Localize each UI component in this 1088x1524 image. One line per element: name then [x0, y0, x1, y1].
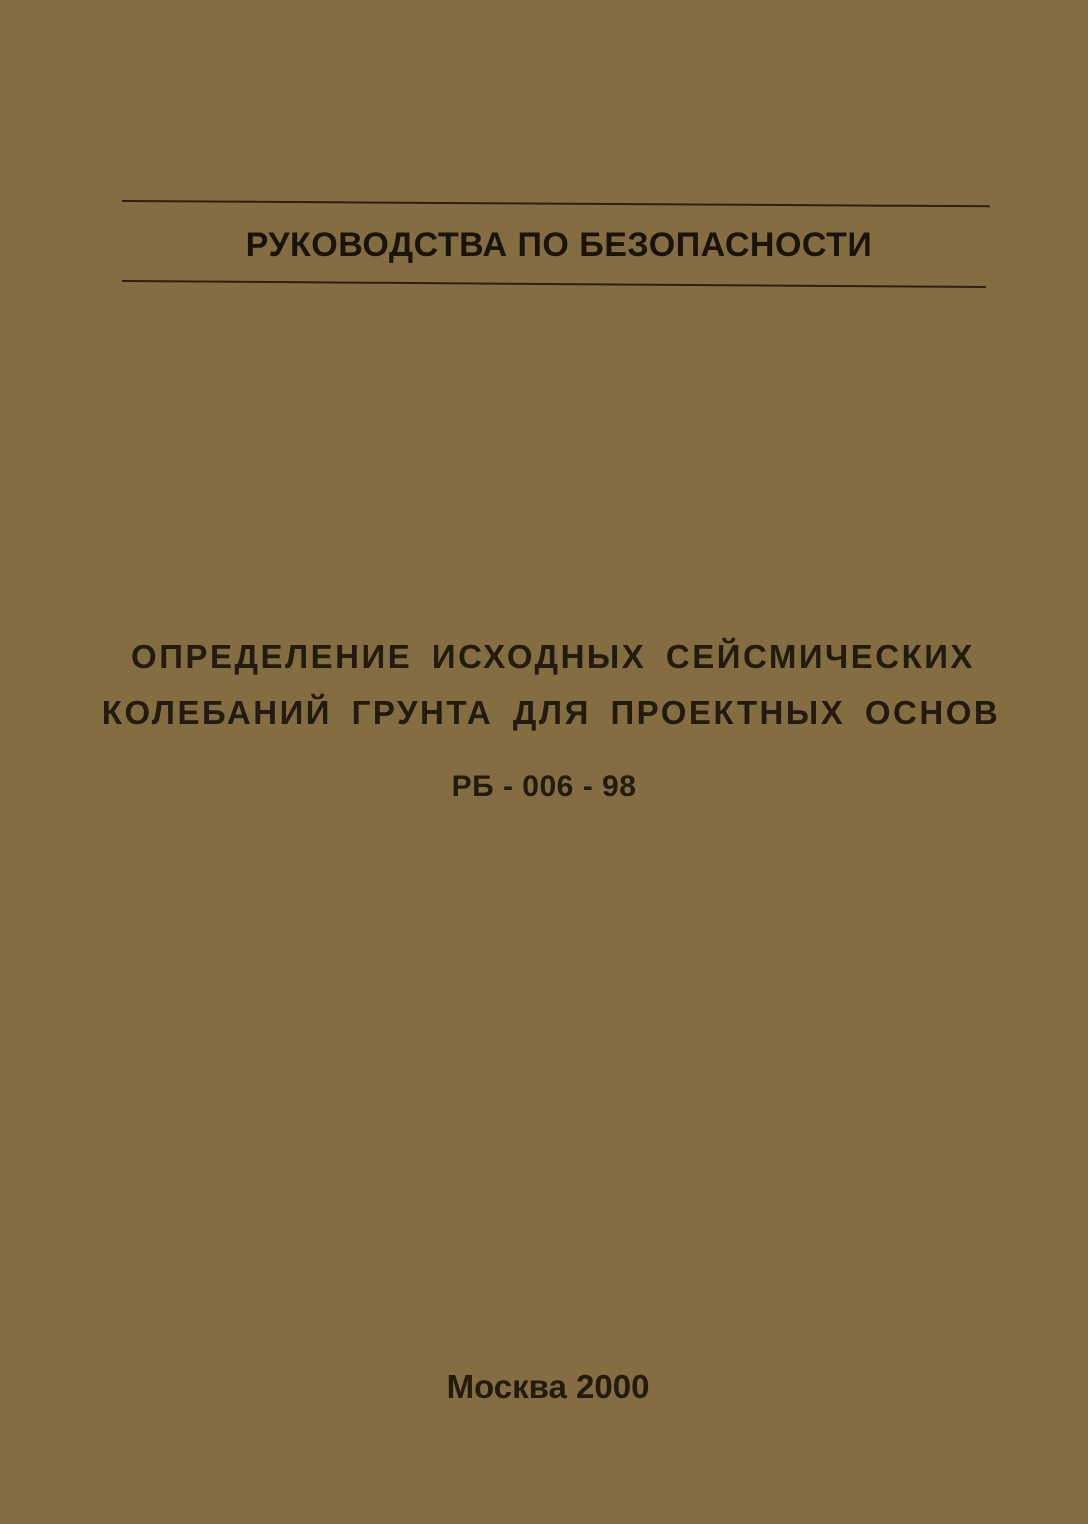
document-title-line-1: ОПРЕДЕЛЕНИЕ ИСХОДНЫХ СЕЙСМИЧЕСКИХ: [131, 638, 975, 675]
bottom-rule: [122, 280, 986, 288]
document-title-line-2: КОЛЕБАНИЙ ГРУНТА ДЛЯ ПРОЕКТНЫХ ОСНОВ: [101, 694, 1001, 731]
imprint-place-year: Москва 2000: [446, 1368, 650, 1405]
top-rule: [122, 200, 990, 207]
series-title: РУКОВОДСТВА ПО БЕЗОПАСНОСТИ: [245, 226, 873, 264]
document-code: РБ - 006 - 98: [451, 770, 637, 803]
